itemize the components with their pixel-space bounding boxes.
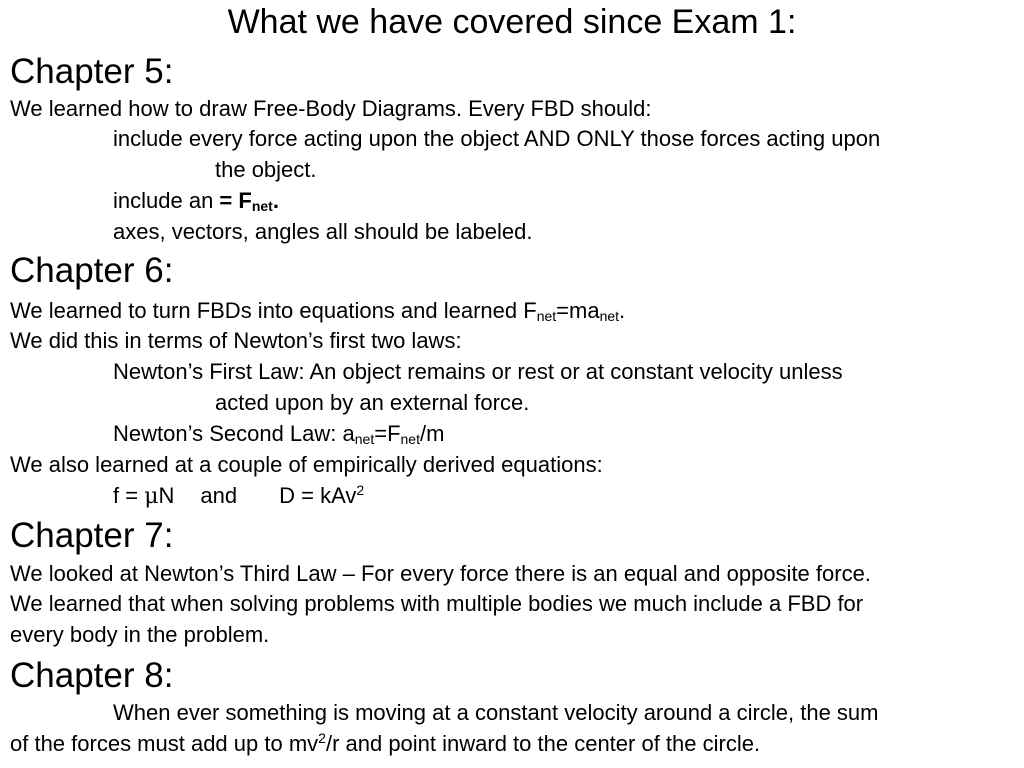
mu-symbol: μ [144, 484, 159, 509]
chapter-7-line-1: We looked at Newton’s Third Law – For every force there is an equal and opposite force. [10, 561, 871, 586]
newtons-second-law [113, 420, 444, 448]
newtons-first-law-cont: acted upon by an external force. [215, 390, 530, 415]
line-2-text: of the forces must add up to mv [10, 731, 319, 756]
chapter-8-line-1: When ever something is moving at a constant velocity around a circle, the sum [113, 700, 879, 725]
anet-subscript: net [354, 431, 375, 447]
chapter-7-heading: Chapter 7: [10, 516, 174, 555]
drag-eq-text: D = kAv [279, 483, 357, 508]
friction-eq-lhs: f = [113, 483, 145, 508]
line-2-end: /r and point inward to the center of the circle. [325, 731, 761, 756]
fnet-subscript: net [400, 431, 420, 447]
ma-text: =ma [556, 298, 600, 323]
line-1-period: . [619, 298, 626, 323]
chapter-5-heading: Chapter 5: [10, 52, 174, 91]
chapter-6-line-3: We also learned at a couple of empirically derived equations: [10, 452, 603, 477]
chapter-6-line-2: We did this in terms of Newton’s first two laws: [10, 328, 462, 353]
friction-eq-n: N [158, 483, 175, 508]
second-law-end: /m [419, 421, 445, 446]
line-1-text: We learned to turn FBDs into equations and learned F [10, 298, 537, 323]
chapter-5-bullet-3: axes, vectors, angles all should be labeled. [113, 219, 533, 244]
v-squared-exponent: 2 [318, 730, 326, 746]
newtons-first-law: Newton’s First Law: An object remains or rest or at constant velocity unless [113, 359, 843, 384]
chapter-5-bullet-1: include every force acting upon the object AND ONLY those forces acting upon [113, 126, 881, 151]
chapter-6-line-1 [10, 297, 625, 325]
second-law-text: Newton’s Second Law: a [113, 421, 355, 446]
fnet-eq: = F [219, 188, 252, 213]
anet-subscript: net [599, 308, 620, 324]
chapter-7-line-3: every body in the problem. [10, 622, 270, 647]
friction-eq [113, 483, 174, 508]
chapter-5-bullet-1-cont: the object. [215, 157, 317, 182]
chapter-5-bullet-2 [113, 187, 279, 215]
chapter-5-intro: We learned how to draw Free-Body Diagrams. Every FBD should: [10, 96, 652, 121]
chapter-7-line-2: We learned that when solving problems with multiple bodies we much include a FBD for [10, 591, 864, 616]
chapter-8-line-2 [10, 730, 760, 758]
chapter-6-heading: Chapter 6: [10, 251, 174, 290]
drag-eq-exponent: 2 [356, 482, 365, 498]
empirical-equations [113, 482, 364, 511]
fnet-subscript: net [536, 308, 557, 324]
slide-title: What we have covered since Exam 1: [227, 3, 797, 41]
second-law-eq: =F [374, 421, 401, 446]
fnet-subscript: net [251, 198, 273, 214]
drag-eq [279, 483, 364, 508]
fnet-period: . [272, 188, 279, 213]
chapter-8-heading: Chapter 8: [10, 656, 174, 695]
fnet-symbol [219, 188, 279, 213]
and-text: and [200, 483, 238, 508]
bullet-2-text: include an [113, 188, 220, 213]
